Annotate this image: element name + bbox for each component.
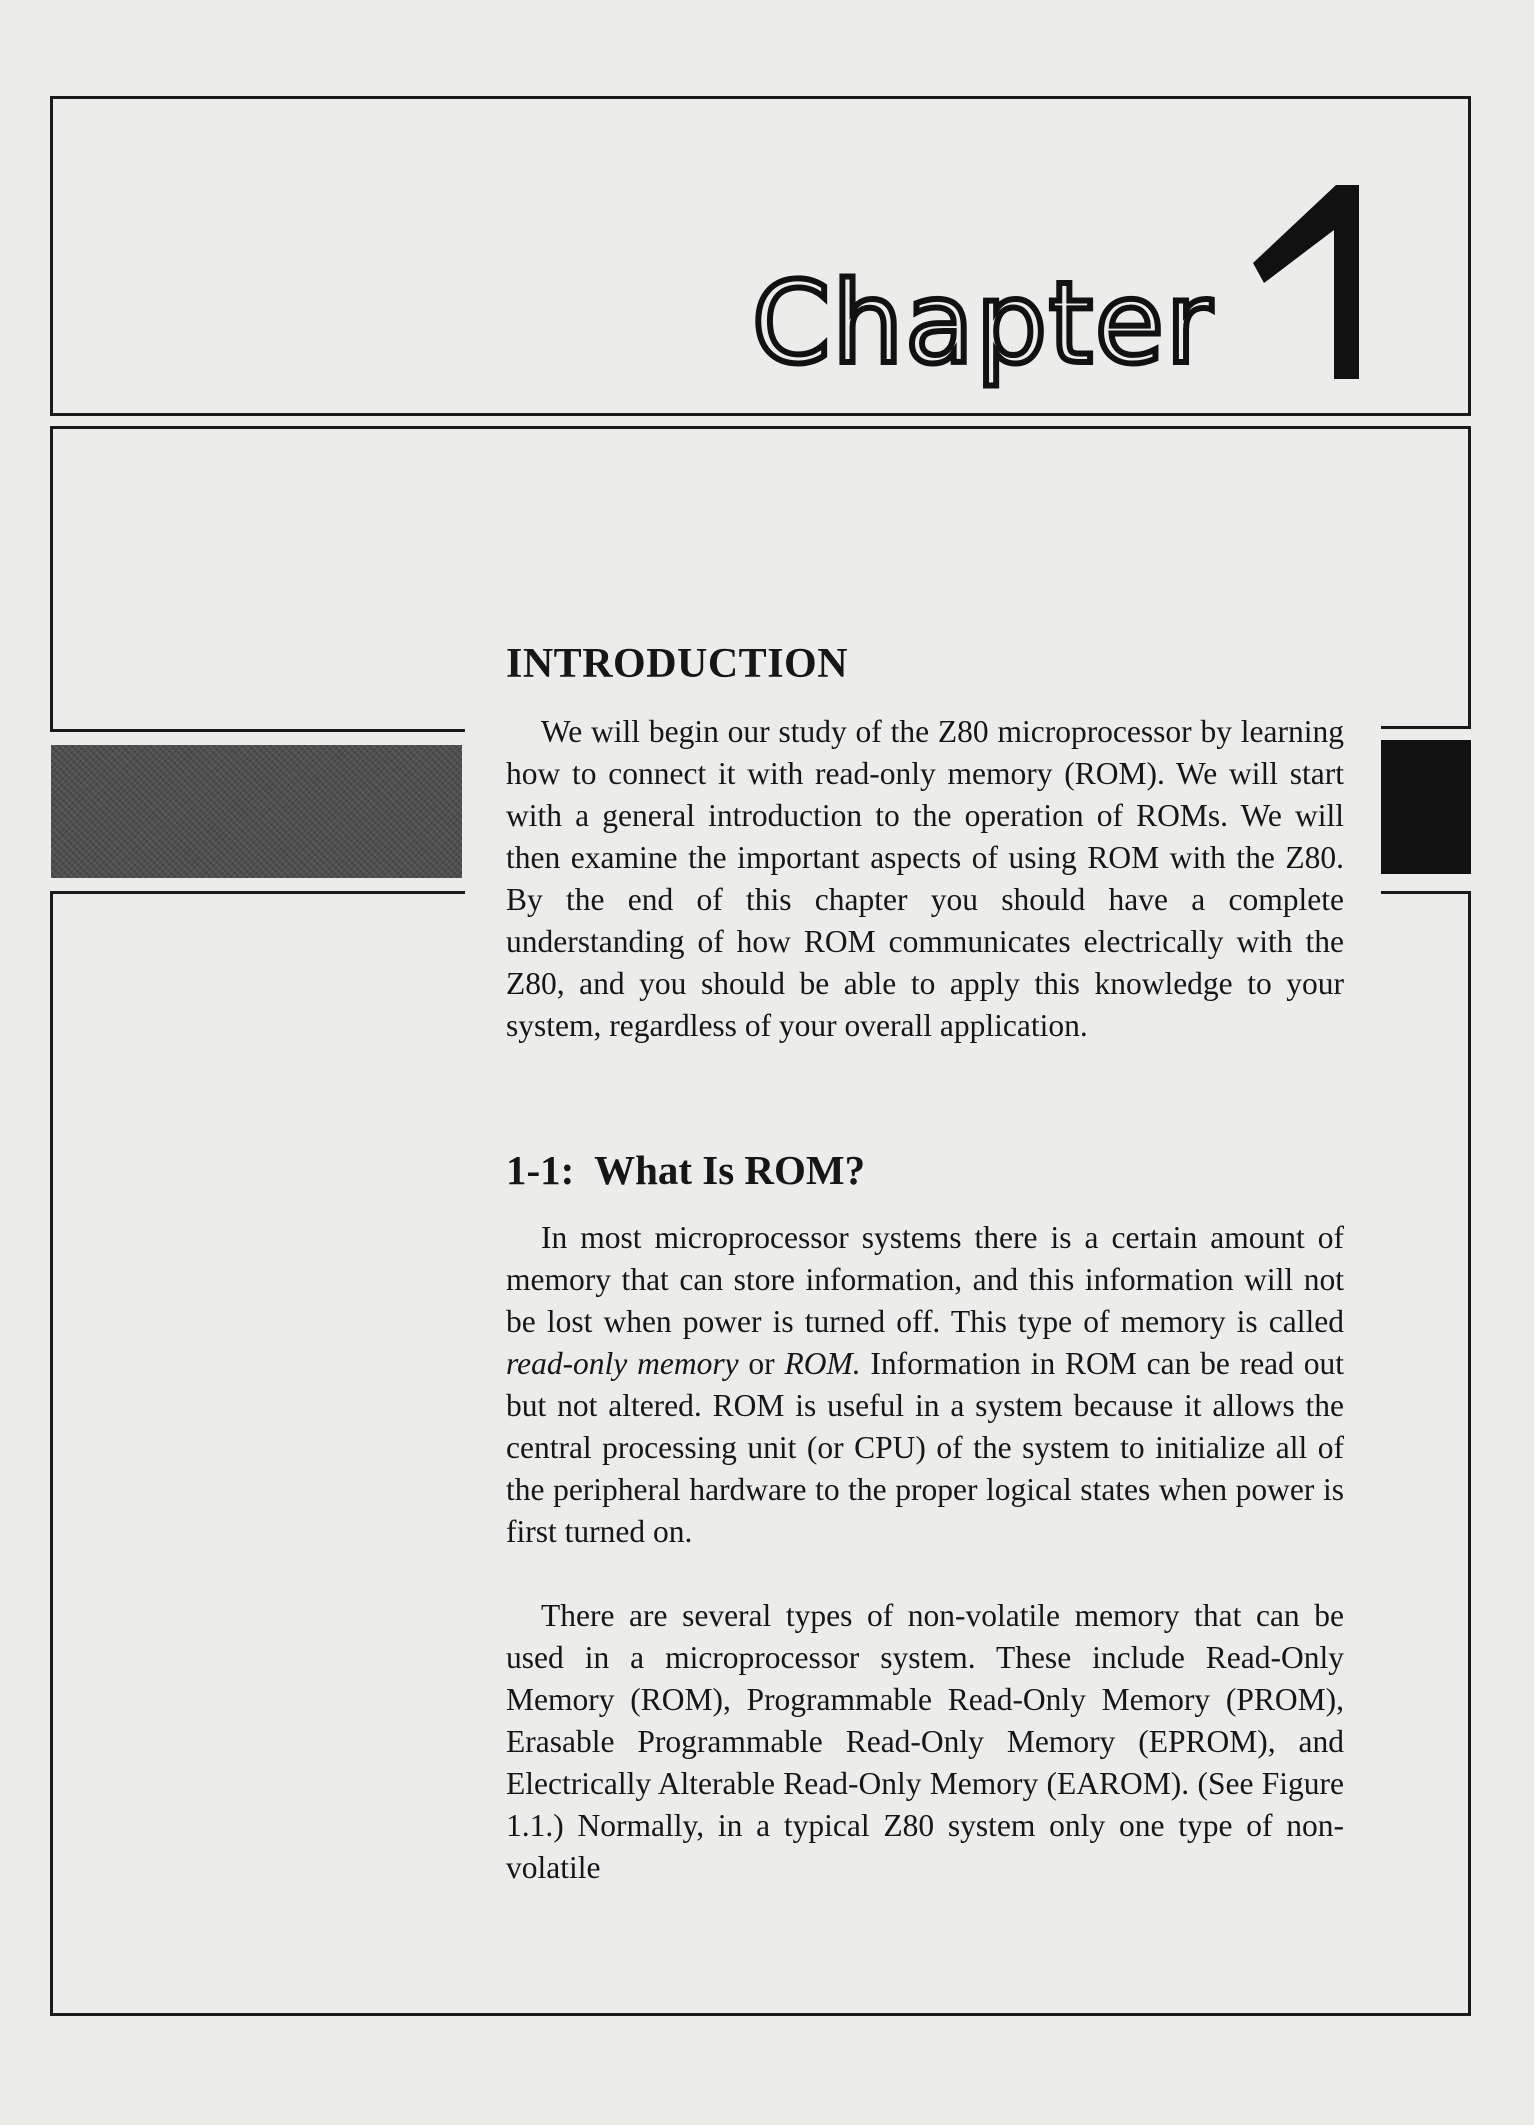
- introduction-heading: INTRODUCTION: [506, 641, 849, 687]
- chapter-number: [1248, 185, 1368, 385]
- introduction-paragraph: We will begin our study of the Z80 microprocessor by learning how to connect it with read-only memory (ROM). We will start with a general introduction to the operation of ROMs. We will then examine the important aspects of using ROM with the Z80. By the end of this chapter you should have a complete understanding of how ROM communicates electrically with the Z80, and you should be able to apply this knowledge to your system, regardless of your overall application.: [506, 714, 1344, 1043]
- top-box-top-border: [50, 96, 1471, 99]
- black-tab-decoration: [1381, 740, 1471, 874]
- top-box-left-border: [50, 96, 53, 416]
- bottom-box-left-border: [50, 891, 53, 2016]
- middle-box-right-border: [1468, 426, 1471, 729]
- section-1-1-paragraph-2: There are several types of non-volatile memory that can be used in a microprocessor system. These include Read-Only Memory (ROM), Programmable Read-Only Memory (PROM), Erasable Programmable Read-Only Memory (EPROM), and Electrically Alterable Read-Only Memory (EAROM). (See Figure 1.1.) Normally, in a typical Z80 system only one type of non-volatile: [506, 1598, 1344, 1885]
- section-1-1-paragraph-1: [506, 1217, 1344, 1553]
- top-box-right-border: [1468, 96, 1471, 416]
- read-only-memory-term: read-only memory: [506, 1346, 739, 1381]
- chapter-title: Chapter: [752, 259, 1214, 389]
- top-box-bottom-border: [50, 413, 1471, 416]
- bottom-box-bottom-border: [50, 2013, 1471, 2016]
- section-1-1-heading: 1-1: What Is ROM?: [506, 1147, 866, 1193]
- middle-box-top-border: [50, 426, 1471, 429]
- paragraph-1-text-end: Information in ROM can be read out but not altered. ROM is useful in a system because it allows the central processing unit (or CPU) of the system to initialize all of the peripheral hardware to the proper logical states when power is first turned on.: [506, 1346, 1344, 1549]
- paragraph-1-text-start: In most microprocessor systems there is a certain amount of memory that can store information, and this information will not be lost when power is turned off. This type of memory is called: [506, 1220, 1344, 1339]
- middle-box-bottom-right-border: [1381, 726, 1471, 729]
- rom-term: ROM.: [784, 1346, 861, 1381]
- bottom-box-right-border: [1468, 891, 1471, 2016]
- paragraph-1-text-or: or: [738, 1346, 785, 1381]
- middle-box-left-border: [50, 426, 53, 732]
- bottom-box-top-left-border: [50, 891, 465, 894]
- gray-tab-decoration: [51, 745, 462, 878]
- middle-box-bottom-left-border: [50, 729, 465, 732]
- bottom-box-top-right-border: [1381, 891, 1471, 894]
